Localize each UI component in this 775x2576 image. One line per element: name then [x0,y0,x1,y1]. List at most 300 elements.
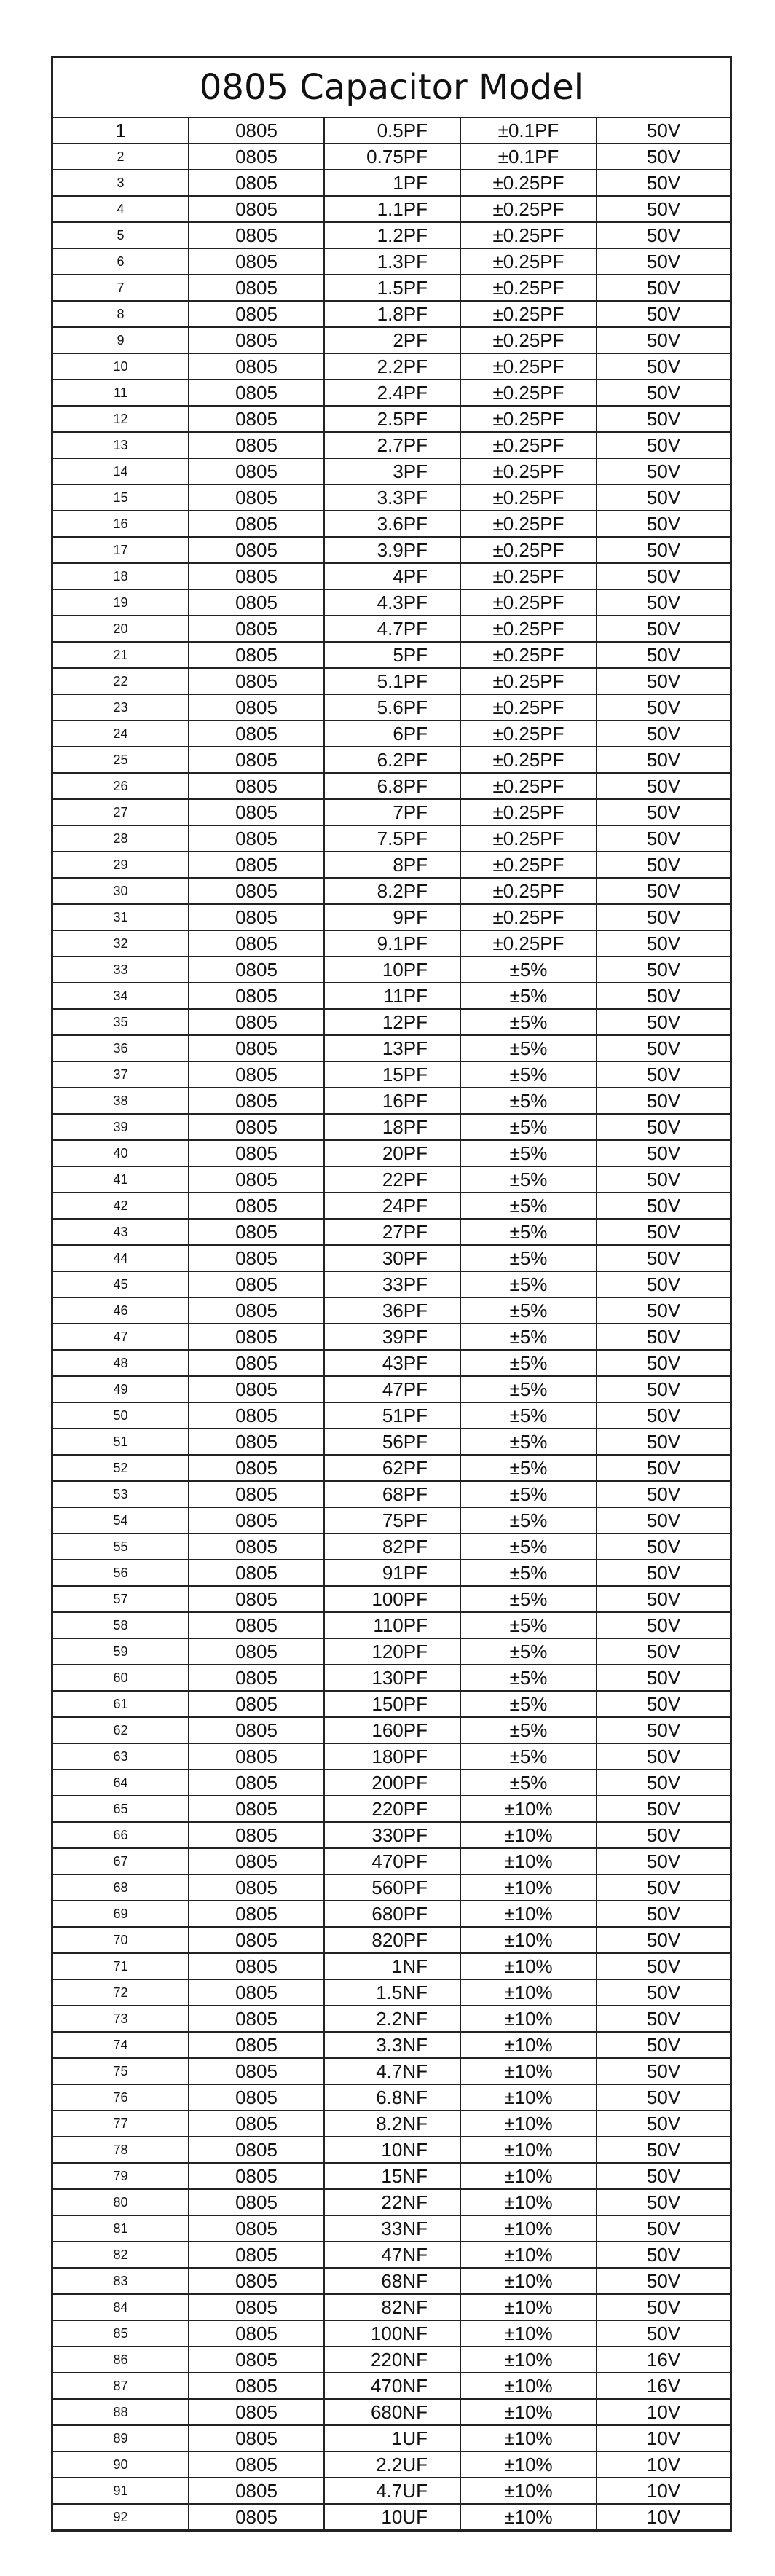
package-size-cell: 0805 [189,1219,324,1245]
tolerance-cell: ±0.25PF [460,484,597,511]
capacitance-cell: 6.8PF [324,773,460,799]
row-index-cell: 10 [53,353,189,380]
voltage-cell: 50V [597,144,730,170]
row-index-cell: 46 [53,1297,189,1324]
tolerance-cell: ±0.25PF [460,563,597,589]
table-row [53,1455,730,1481]
package-size-cell: 0805 [189,1717,324,1743]
row-index-cell: 63 [53,1743,189,1770]
table-row [53,380,730,406]
table-row [53,484,730,511]
tolerance-cell: ±0.25PF [460,720,597,747]
capacitance-cell: 3.9PF [324,537,460,563]
package-size-cell: 0805 [189,1796,324,1822]
package-size-cell: 0805 [189,222,324,248]
voltage-cell: 50V [597,1350,730,1376]
capacitance-cell: 200PF [324,1770,460,1796]
voltage-cell: 50V [597,1061,730,1088]
capacitance-cell: 4.7UF [324,2478,460,2504]
table-row [53,1770,730,1796]
capacitance-cell: 39PF [324,1324,460,1350]
voltage-cell: 50V [597,1481,730,1507]
capacitance-cell: 160PF [324,1717,460,1743]
voltage-cell: 10V [597,2399,730,2425]
voltage-cell: 50V [597,1717,730,1743]
capacitance-cell: 220NF [324,2347,460,2373]
tolerance-cell: ±0.25PF [460,747,597,773]
package-size-cell: 0805 [189,2006,324,2032]
capacitance-cell: 1UF [324,2425,460,2451]
capacitance-cell: 20PF [324,1140,460,1166]
tolerance-cell: ±0.25PF [460,248,597,275]
voltage-cell: 50V [597,957,730,983]
package-size-cell: 0805 [189,2347,324,2373]
row-index-cell: 1 [53,118,189,144]
row-index-cell: 21 [53,642,189,668]
table-row [53,1009,730,1035]
tolerance-cell: ±10% [460,2347,597,2373]
row-index-cell: 6 [53,248,189,275]
capacitance-cell: 33NF [324,2215,460,2242]
table-row [53,2268,730,2294]
voltage-cell: 50V [597,1324,730,1350]
row-index-cell: 83 [53,2268,189,2294]
voltage-cell: 50V [597,458,730,484]
package-size-cell: 0805 [189,1691,324,1717]
capacitance-cell: 2.2PF [324,353,460,380]
package-size-cell: 0805 [189,1140,324,1166]
package-size-cell: 0805 [189,1743,324,1770]
voltage-cell: 50V [597,1245,730,1271]
tolerance-cell: ±10% [460,2373,597,2399]
row-index-cell: 62 [53,1717,189,1743]
tolerance-cell: ±0.25PF [460,904,597,930]
voltage-cell: 50V [597,878,730,904]
capacitance-cell: 1.2PF [324,222,460,248]
voltage-cell: 50V [597,825,730,852]
row-index-cell: 73 [53,2006,189,2032]
tolerance-cell: ±5% [460,1743,597,1770]
voltage-cell: 50V [597,353,730,380]
row-index-cell: 28 [53,825,189,852]
row-index-cell: 57 [53,1586,189,1612]
row-index-cell: 82 [53,2242,189,2268]
voltage-cell: 50V [597,1455,730,1481]
table-row [53,2294,730,2320]
voltage-cell: 50V [597,1953,730,1979]
table-row [53,327,730,353]
capacitance-cell: 1.1PF [324,196,460,222]
table-row [53,2504,730,2529]
package-size-cell: 0805 [189,2084,324,2110]
table-row [53,144,730,170]
row-index-cell: 38 [53,1088,189,1114]
row-index-cell: 54 [53,1507,189,1534]
package-size-cell: 0805 [189,1612,324,1638]
table-row [53,2425,730,2451]
tolerance-cell: ±5% [460,1770,597,1796]
package-size-cell: 0805 [189,1665,324,1691]
package-size-cell: 0805 [189,2215,324,2242]
table-row [53,222,730,248]
table-row [53,301,730,327]
package-size-cell: 0805 [189,2110,324,2137]
table-row [53,2242,730,2268]
capacitance-cell: 680PF [324,1901,460,1927]
voltage-cell: 50V [597,1665,730,1691]
tolerance-cell: ±0.25PF [460,301,597,327]
tolerance-cell: ±0.25PF [460,799,597,825]
capacitance-cell: 8PF [324,852,460,878]
tolerance-cell: ±5% [460,1271,597,1297]
table-row [53,118,730,144]
table-row [53,1874,730,1901]
package-size-cell: 0805 [189,1324,324,1350]
capacitance-cell: 3.3PF [324,484,460,511]
row-index-cell: 19 [53,589,189,616]
capacitance-cell: 180PF [324,1743,460,1770]
package-size-cell: 0805 [189,1901,324,1927]
tolerance-cell: ±5% [460,1429,597,1455]
row-index-cell: 13 [53,432,189,458]
capacitance-cell: 15NF [324,2163,460,2189]
voltage-cell: 50V [597,2032,730,2058]
table-row [53,747,730,773]
voltage-cell: 50V [597,1009,730,1035]
row-index-cell: 41 [53,1166,189,1193]
voltage-cell: 50V [597,1376,730,1402]
row-index-cell: 34 [53,983,189,1009]
row-index-cell: 26 [53,773,189,799]
capacitance-cell: 24PF [324,1193,460,1219]
table-row [53,1376,730,1402]
package-size-cell: 0805 [189,2504,324,2529]
capacitance-cell: 6.8NF [324,2084,460,2110]
table-row [53,1245,730,1271]
capacitance-cell: 100NF [324,2320,460,2347]
package-size-cell: 0805 [189,1376,324,1402]
capacitance-cell: 120PF [324,1638,460,1665]
capacitance-cell: 470PF [324,1848,460,1874]
row-index-cell: 44 [53,1245,189,1271]
package-size-cell: 0805 [189,327,324,353]
row-index-cell: 74 [53,2032,189,2058]
row-index-cell: 87 [53,2373,189,2399]
voltage-cell: 50V [597,1927,730,1953]
table-row [53,353,730,380]
table-row [53,2451,730,2478]
tolerance-cell: ±10% [460,2478,597,2504]
row-index-cell: 25 [53,747,189,773]
table-row [53,1271,730,1297]
capacitance-cell: 8.2PF [324,878,460,904]
table-row [53,2163,730,2189]
capacitance-cell: 68NF [324,2268,460,2294]
table-row [53,878,730,904]
table-row [53,1402,730,1429]
voltage-cell: 50V [597,747,730,773]
voltage-cell: 50V [597,222,730,248]
tolerance-cell: ±5% [460,1035,597,1061]
capacitance-cell: 75PF [324,1507,460,1534]
package-size-cell: 0805 [189,694,324,720]
table-row [53,1612,730,1638]
voltage-cell: 50V [597,852,730,878]
table-row [53,1166,730,1193]
package-size-cell: 0805 [189,2058,324,2084]
row-index-cell: 58 [53,1612,189,1638]
package-size-cell: 0805 [189,353,324,380]
row-index-cell: 78 [53,2137,189,2163]
capacitance-cell: 110PF [324,1612,460,1638]
voltage-cell: 50V [597,1691,730,1717]
tolerance-cell: ±10% [460,2320,597,2347]
capacitance-cell: 6.2PF [324,747,460,773]
package-size-cell: 0805 [189,1350,324,1376]
table-row [53,432,730,458]
row-index-cell: 16 [53,511,189,537]
package-size-cell: 0805 [189,1193,324,1219]
tolerance-cell: ±10% [460,2399,597,2425]
capacitance-cell: 15PF [324,1061,460,1088]
capacitance-cell: 5.1PF [324,668,460,694]
row-index-cell: 59 [53,1638,189,1665]
table-row [53,1507,730,1534]
row-index-cell: 77 [53,2110,189,2137]
table-row [53,2478,730,2504]
tolerance-cell: ±0.25PF [460,694,597,720]
voltage-cell: 50V [597,1612,730,1638]
row-index-cell: 71 [53,1953,189,1979]
capacitance-cell: 9.1PF [324,930,460,957]
table-row [53,1534,730,1560]
tolerance-cell: ±10% [460,1874,597,1901]
capacitance-cell: 8.2NF [324,2110,460,2137]
voltage-cell: 50V [597,2058,730,2084]
package-size-cell: 0805 [189,825,324,852]
table-row [53,825,730,852]
voltage-cell: 50V [597,1979,730,2006]
package-size-cell: 0805 [189,380,324,406]
table-row [53,589,730,616]
package-size-cell: 0805 [189,1088,324,1114]
voltage-cell: 50V [597,1796,730,1822]
voltage-cell: 50V [597,1901,730,1927]
table-row [53,2189,730,2215]
voltage-cell: 50V [597,406,730,432]
voltage-cell: 50V [597,983,730,1009]
row-index-cell: 14 [53,458,189,484]
capacitance-cell: 1.8PF [324,301,460,327]
voltage-cell: 50V [597,2137,730,2163]
package-size-cell: 0805 [189,1166,324,1193]
row-index-cell: 23 [53,694,189,720]
package-size-cell: 0805 [189,170,324,196]
table-row [53,1114,730,1140]
tolerance-cell: ±10% [460,1901,597,1927]
table-row [53,1088,730,1114]
table-row [53,983,730,1009]
table-row [53,2058,730,2084]
capacitance-cell: 82PF [324,1534,460,1560]
row-index-cell: 52 [53,1455,189,1481]
voltage-cell: 50V [597,1088,730,1114]
tolerance-cell: ±5% [460,1140,597,1166]
voltage-cell: 50V [597,642,730,668]
capacitance-cell: 3PF [324,458,460,484]
table-row [53,1429,730,1455]
capacitance-cell: 820PF [324,1927,460,1953]
voltage-cell: 50V [597,2189,730,2215]
package-size-cell: 0805 [189,589,324,616]
table-row [53,406,730,432]
table-row [53,248,730,275]
capacitance-cell: 51PF [324,1402,460,1429]
tolerance-cell: ±0.25PF [460,275,597,301]
row-index-cell: 32 [53,930,189,957]
tolerance-cell: ±0.25PF [460,852,597,878]
tolerance-cell: ±10% [460,2294,597,2320]
table-row [53,1743,730,1770]
capacitance-cell: 680NF [324,2399,460,2425]
table-body [53,118,730,2529]
table-row [53,1560,730,1586]
voltage-cell: 10V [597,2478,730,2504]
package-size-cell: 0805 [189,144,324,170]
row-index-cell: 60 [53,1665,189,1691]
capacitance-cell: 130PF [324,1665,460,1691]
row-index-cell: 92 [53,2504,189,2529]
table-row [53,1953,730,1979]
package-size-cell: 0805 [189,1297,324,1324]
row-index-cell: 39 [53,1114,189,1140]
table-row [53,642,730,668]
capacitance-cell: 30PF [324,1245,460,1271]
voltage-cell: 50V [597,1429,730,1455]
capacitance-cell: 560PF [324,1874,460,1901]
voltage-cell: 50V [597,2320,730,2347]
tolerance-cell: ±5% [460,1402,597,1429]
voltage-cell: 50V [597,1822,730,1848]
tolerance-cell: ±10% [460,1927,597,1953]
package-size-cell: 0805 [189,904,324,930]
voltage-cell: 50V [597,2215,730,2242]
package-size-cell: 0805 [189,2189,324,2215]
voltage-cell: 50V [597,904,730,930]
table-row [53,2399,730,2425]
row-index-cell: 64 [53,1770,189,1796]
voltage-cell: 16V [597,2347,730,2373]
row-index-cell: 72 [53,1979,189,2006]
voltage-cell: 10V [597,2425,730,2451]
capacitance-cell: 1.5NF [324,1979,460,2006]
tolerance-cell: ±5% [460,1534,597,1560]
row-index-cell: 89 [53,2425,189,2451]
tolerance-cell: ±0.25PF [460,825,597,852]
voltage-cell: 50V [597,380,730,406]
table-row [53,1822,730,1848]
row-index-cell: 8 [53,301,189,327]
voltage-cell: 50V [597,930,730,957]
table-row [53,1324,730,1350]
package-size-cell: 0805 [189,1271,324,1297]
voltage-cell: 50V [597,694,730,720]
table-row [53,511,730,537]
row-index-cell: 20 [53,616,189,642]
tolerance-cell: ±0.25PF [460,589,597,616]
tolerance-cell: ±0.25PF [460,432,597,458]
package-size-cell: 0805 [189,432,324,458]
package-size-cell: 0805 [189,2032,324,2058]
tolerance-cell: ±5% [460,1376,597,1402]
capacitance-cell: 56PF [324,1429,460,1455]
table-row [53,2006,730,2032]
voltage-cell: 50V [597,1402,730,1429]
voltage-cell: 50V [597,589,730,616]
capacitance-cell: 10NF [324,2137,460,2163]
row-index-cell: 37 [53,1061,189,1088]
capacitance-cell: 5.6PF [324,694,460,720]
table-row [53,720,730,747]
capacitance-cell: 27PF [324,1219,460,1245]
voltage-cell: 50V [597,301,730,327]
package-size-cell: 0805 [189,2478,324,2504]
voltage-cell: 50V [597,1586,730,1612]
capacitance-cell: 47PF [324,1376,460,1402]
row-index-cell: 3 [53,170,189,196]
row-index-cell: 65 [53,1796,189,1822]
row-index-cell: 90 [53,2451,189,2478]
voltage-cell: 50V [597,432,730,458]
voltage-cell: 50V [597,118,730,144]
tolerance-cell: ±5% [460,1297,597,1324]
capacitance-cell: 1NF [324,1953,460,1979]
tolerance-cell: ±0.25PF [460,380,597,406]
package-size-cell: 0805 [189,2399,324,2425]
capacitance-cell: 1PF [324,170,460,196]
row-index-cell: 56 [53,1560,189,1586]
table-row [53,563,730,589]
capacitance-cell: 82NF [324,2294,460,2320]
capacitance-cell: 1.3PF [324,248,460,275]
row-index-cell: 53 [53,1481,189,1507]
voltage-cell: 16V [597,2373,730,2399]
package-size-cell: 0805 [189,275,324,301]
package-size-cell: 0805 [189,1534,324,1560]
voltage-cell: 50V [597,1219,730,1245]
table-row [53,2215,730,2242]
tolerance-cell: ±5% [460,1481,597,1507]
row-index-cell: 5 [53,222,189,248]
voltage-cell: 50V [597,2084,730,2110]
row-index-cell: 17 [53,537,189,563]
voltage-cell: 50V [597,275,730,301]
capacitance-cell: 220PF [324,1796,460,1822]
tolerance-cell: ±5% [460,1219,597,1245]
row-index-cell: 9 [53,327,189,353]
table-row [53,2084,730,2110]
capacitance-cell: 2.5PF [324,406,460,432]
row-index-cell: 15 [53,484,189,511]
package-size-cell: 0805 [189,196,324,222]
voltage-cell: 50V [597,1848,730,1874]
tolerance-cell: ±5% [460,1088,597,1114]
tolerance-cell: ±10% [460,2137,597,2163]
tolerance-cell: ±10% [460,2189,597,2215]
package-size-cell: 0805 [189,2163,324,2189]
table-row [53,2032,730,2058]
voltage-cell: 50V [597,2006,730,2032]
